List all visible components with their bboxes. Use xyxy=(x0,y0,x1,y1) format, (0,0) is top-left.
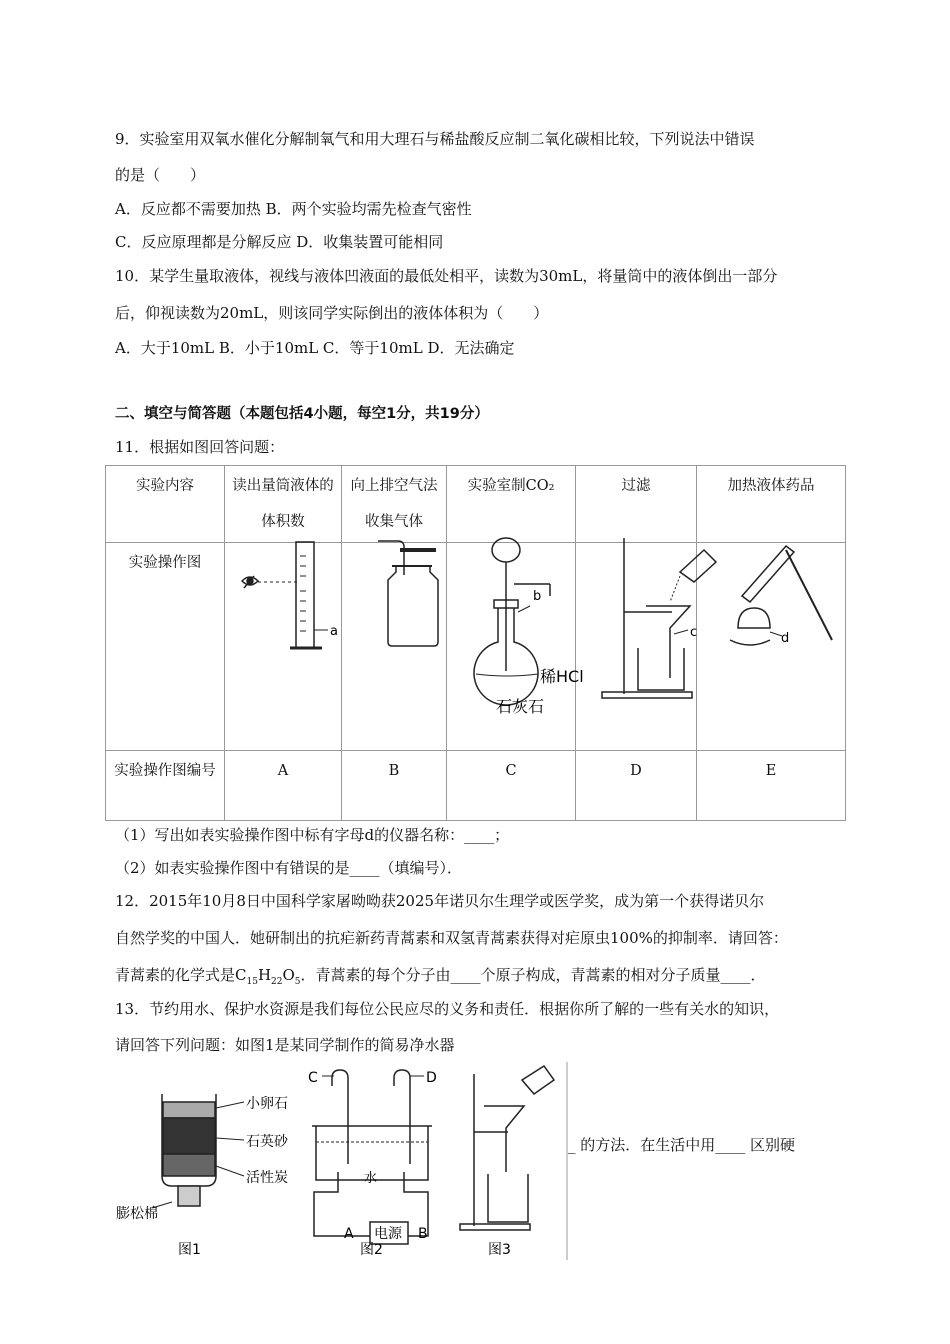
label-a-electrode: A xyxy=(344,1226,354,1242)
fig2-caption: 图2 xyxy=(360,1242,383,1258)
q12-sub-15: 15 xyxy=(246,977,258,987)
fig3-caption: 图3 xyxy=(488,1242,511,1258)
graduated-cylinder-diagram xyxy=(242,542,328,648)
q12-line1: 12．2015年10月8日中国科学家屠呦呦获2025年诺贝尔生理学或医学奖，成为第一个获得诺贝尔 xyxy=(115,892,765,910)
q10-options: A．大于10mL B．小于10mL C．等于10mL D．无法确定 xyxy=(115,339,515,357)
table-diagrams xyxy=(230,536,846,746)
label-c-tube: C xyxy=(308,1070,318,1086)
label-b-electrode: B xyxy=(418,1226,428,1242)
table-header-d: 过滤 xyxy=(576,466,697,543)
q12-sub-5: 5 xyxy=(294,977,301,987)
gas-bottle-diagram xyxy=(378,541,438,646)
filtration-setup-diagram xyxy=(460,1066,554,1230)
q9-stem-line1: 9．实验室用双氧水催化分解制氧气和用大理石与稀盐酸反应制二氧化碳相比较，下列说法中错误 xyxy=(115,130,755,148)
q12-line2: 自然学奖的中国人．她研制出的抗疟新药青蒿素和双氢青蒿素获得对疟原虫100%的抑制率．请回答： xyxy=(115,929,788,947)
fig1-caption: 图1 xyxy=(178,1242,201,1258)
q13-line1: 13．节约用水、保护水资源是我们每位公民应尽的义务和责任．根据你所了解的一些有关水的知识， xyxy=(115,1000,780,1018)
table-header-content: 实验内容 xyxy=(106,466,225,543)
label-dilute-hcl: 稀HCl xyxy=(540,667,584,686)
label-b: b xyxy=(533,589,542,604)
q12-sub-22: 22 xyxy=(271,977,283,987)
q12-h: H xyxy=(257,966,272,984)
label-water: 水 xyxy=(364,1171,378,1186)
table-id-d: D xyxy=(576,751,697,821)
q12-formula-rest: ．青蒿素的每个分子由____个原子构成，青蒿素的相对分子质量____． xyxy=(300,966,766,984)
table-row-label-id: 实验操作图编号 xyxy=(106,751,225,821)
section-heading: 二、填空与简答题（本题包括4小题，每空1分，共19分） xyxy=(115,406,489,422)
electrolysis-diagram xyxy=(312,1070,432,1244)
q9-options-cd: C．反应原理都是分解反应 D．收集装置可能相同 xyxy=(115,233,444,251)
water-purifier-diagram xyxy=(152,1094,244,1208)
table-header-c: 实验室制CO₂ xyxy=(447,466,576,543)
table-id-a: A xyxy=(225,751,342,821)
label-power-source: 电源 xyxy=(374,1226,402,1242)
q11-sub1: （1）写出如表实验操作图中标有字母d的仪器名称：____； xyxy=(115,826,510,844)
co2-flask-diagram xyxy=(474,538,550,705)
label-quartz-sand: 石英砂 xyxy=(246,1134,288,1150)
label-a: a xyxy=(330,624,338,639)
q10-stem-line1: 10．某学生量取液体，视线与液体凹液面的最低处相平，读数为30mL，将量筒中的液体倒出一部分 xyxy=(115,267,778,285)
label-c: c xyxy=(690,625,698,640)
q11-stem: 11．根据如图回答问题： xyxy=(115,438,285,456)
label-pebbles: 小卵石 xyxy=(246,1096,288,1112)
label-activated-carbon: 活性炭 xyxy=(246,1170,288,1186)
q12-line3 xyxy=(115,964,766,987)
q9-stem-line2: 的是（ ） xyxy=(115,166,206,184)
table-header-e: 加热液体药品 xyxy=(697,466,846,543)
label-d: d xyxy=(781,631,790,646)
q12-formula-prefix: 青蒿素的化学式是C xyxy=(115,966,247,984)
filtration-diagram xyxy=(602,538,716,698)
table-row-label-diagram: 实验操作图 xyxy=(106,543,225,751)
q10-stem-line2: 后，仰视读数为20mL，则该同学实际倒出的液体体积为（ ） xyxy=(115,304,549,322)
q13-line2: 请回答下列问题：如图1是某同学制作的简易净水器 xyxy=(115,1036,455,1054)
label-cotton: 膨松棉 xyxy=(116,1206,158,1222)
table-id-e: E xyxy=(697,751,846,821)
label-limestone: 石灰石 xyxy=(496,697,545,716)
label-d-tube: D xyxy=(426,1070,437,1086)
table-header-a: 读出量筒液体的体积数 xyxy=(225,466,342,543)
q13-fragment: _ 的方法．在生活中用____ 区别硬 xyxy=(568,1136,796,1154)
q9-options-ab: A．反应都不需要加热 B．两个实验均需先检查气密性 xyxy=(115,200,472,218)
table-id-c: C xyxy=(447,751,576,821)
q12-o: O xyxy=(282,966,295,984)
q13-figures xyxy=(112,1062,572,1262)
q11-sub2: （2）如表实验操作图中有错误的是____（填编号）． xyxy=(115,859,463,877)
table-id-b: B xyxy=(342,751,447,821)
table-header-b: 向上排空气法收集气体 xyxy=(342,466,447,543)
